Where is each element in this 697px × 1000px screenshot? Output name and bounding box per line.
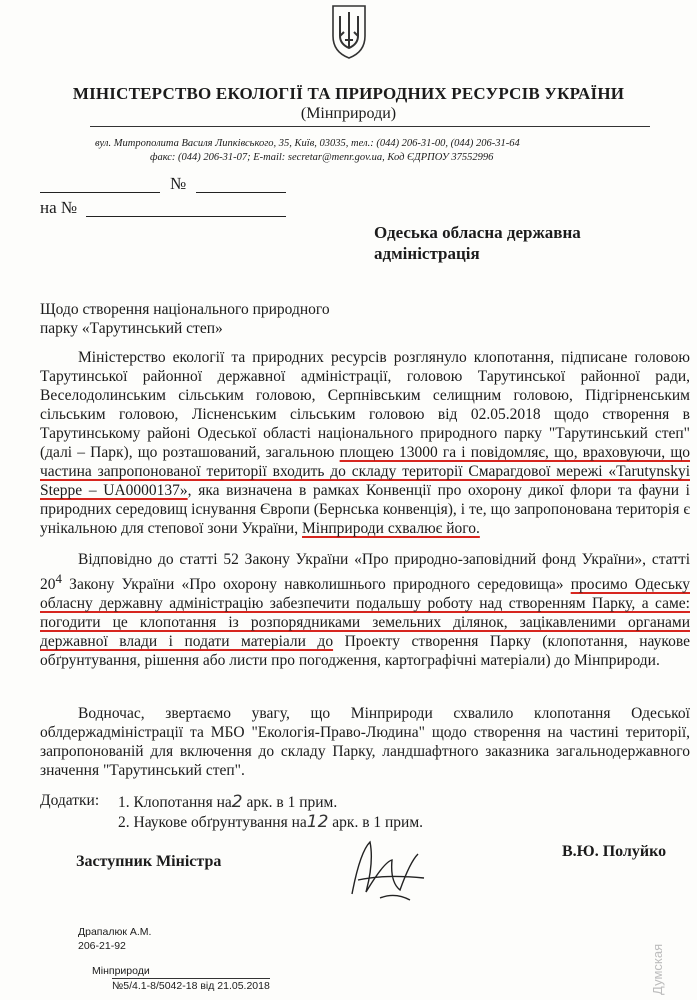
attachment-2-text: 2. Наукове обґрунтування на <box>118 814 307 831</box>
p2-text-c: Проекту створення Парку (клопотання, наукове обґрунтування, рішення або листи про погодження, картографічні матеріали) до Мінприроди. <box>40 633 690 670</box>
ministry-address: вул. Митрополита Василя Липківського, 35, Київ, 03035, тел.: (044) 206-31-00, (044) 206-31-64 <box>95 138 520 149</box>
executor-name: Драпалюк А.М. <box>78 926 152 938</box>
attachments-label: Додатки: <box>40 792 100 809</box>
addressee-line1: Одеська обласна державна <box>374 223 581 242</box>
p2-text-b: Закону України «Про охорону навколишнього природного середовища» <box>61 576 571 594</box>
ministry-short-name: (Мінприроди) <box>300 105 397 122</box>
attachment-item-1 <box>118 792 337 812</box>
coat-of-arms-icon <box>330 2 368 60</box>
attachment-1-handwritten-count: 2 <box>231 792 243 812</box>
attachment-1-suffix: арк. в 1 прим. <box>246 794 338 811</box>
p2-highlight-request: просимо Одеську обласну державну адміністрацію забезпечити подальшу роботу над створенням Парку, а саме: погодити це клопотання із розпорядниками земельних ділянок, зацікавленими органами державної влади і подати матеріали до <box>40 576 690 651</box>
signatory-name: В.Ю. Полуйко <box>562 843 667 860</box>
registration-stamp-number: №5/4.1-8/5042-18 від 21.05.2018 <box>112 980 270 992</box>
header-divider <box>90 126 650 127</box>
p2-text-a: Відповідно до статті 52 Закону України «Про природно-заповідний фонд України», статті 20 <box>40 551 690 594</box>
p2-superscript: 4 <box>55 571 62 586</box>
attachment-item-2 <box>118 812 423 832</box>
registry-date-line <box>40 178 160 193</box>
attachment-2-handwritten-count: 12 <box>306 812 329 832</box>
subject-line1: Щодо створення національного природного <box>40 301 330 318</box>
subject-line2: парку «Тарутинський степ» <box>40 320 223 337</box>
paragraph-2 <box>40 550 690 670</box>
ministry-contacts: факс: (044) 206-31-07; E-mail: secretar@menr.gov.ua, Код ЄДРПОУ 37552996 <box>150 152 494 163</box>
registry-number-label: № <box>170 174 187 193</box>
p1-highlight-approval: Мінприроди схвалює його. <box>301 520 480 537</box>
addressee <box>374 222 581 264</box>
handwritten-signature <box>340 832 430 912</box>
reference-number-label: на № <box>40 198 78 217</box>
p1-text-b: , яка визначена в рамках Конвенції про охорону дикої флори та фауни і природних середовищ існування Європи (Бернська конвенція), і те, що запропонована територія є унікальною для степової зони України, <box>40 482 690 537</box>
registration-stamp-label: Мінприроди <box>92 965 150 977</box>
attachment-2-suffix: арк. в 1 прим. <box>332 814 424 831</box>
p3-text: Водночас, звертаємо увагу, що Мінприроди схвалило клопотання Одеської облдержадміністрації та МБО "Екологія-Право-Людина" щодо створення на частині території, запропонованій для включення до складу Парку, ландшафтного заказника загальнодержавного значення "Тарутинський степ". <box>40 705 690 779</box>
p1-text-a: Міністерство екології та природних ресурсів розглянуло клопотання, підписане головою Тарутинської районної державної адміністрації, головою Тарутинської районної ради, Веселодолинським сільським головою, Серпнівським селищним головою, Підгірненським сільським головою, Лісненським сільським головою від 02.05.2018 щодо створення в Тарутинському районі Одеської області національного природного парку "Тарутинський степ" (далі – Парк), що розташований, загальною <box>40 349 690 461</box>
ministry-name: МІНІСТЕРСТВО ЕКОЛОГІЇ ТА ПРИРОДНИХ РЕСУРСІВ УКРАЇНИ <box>72 84 625 103</box>
paragraph-1 <box>40 348 690 538</box>
paragraph-3 <box>40 704 690 780</box>
watermark: Думская <box>650 943 665 995</box>
attachment-1-text: 1. Клопотання на <box>118 794 232 811</box>
signatory-title: Заступник Міністра <box>76 853 222 870</box>
reference-number-line <box>86 202 286 217</box>
addressee-line2: адміністрація <box>374 244 480 263</box>
registry-number-line <box>196 178 286 193</box>
p1-highlight-emerald-network: площею 13000 га і повідомляє, що, враховуючи, що частина запропонованої території входить до складу території Смарагдової мережі «Tarutynskyi Steppe – UA0000137» <box>40 444 691 499</box>
executor-phone: 206-21-92 <box>78 940 126 952</box>
letter-subject <box>40 300 330 338</box>
